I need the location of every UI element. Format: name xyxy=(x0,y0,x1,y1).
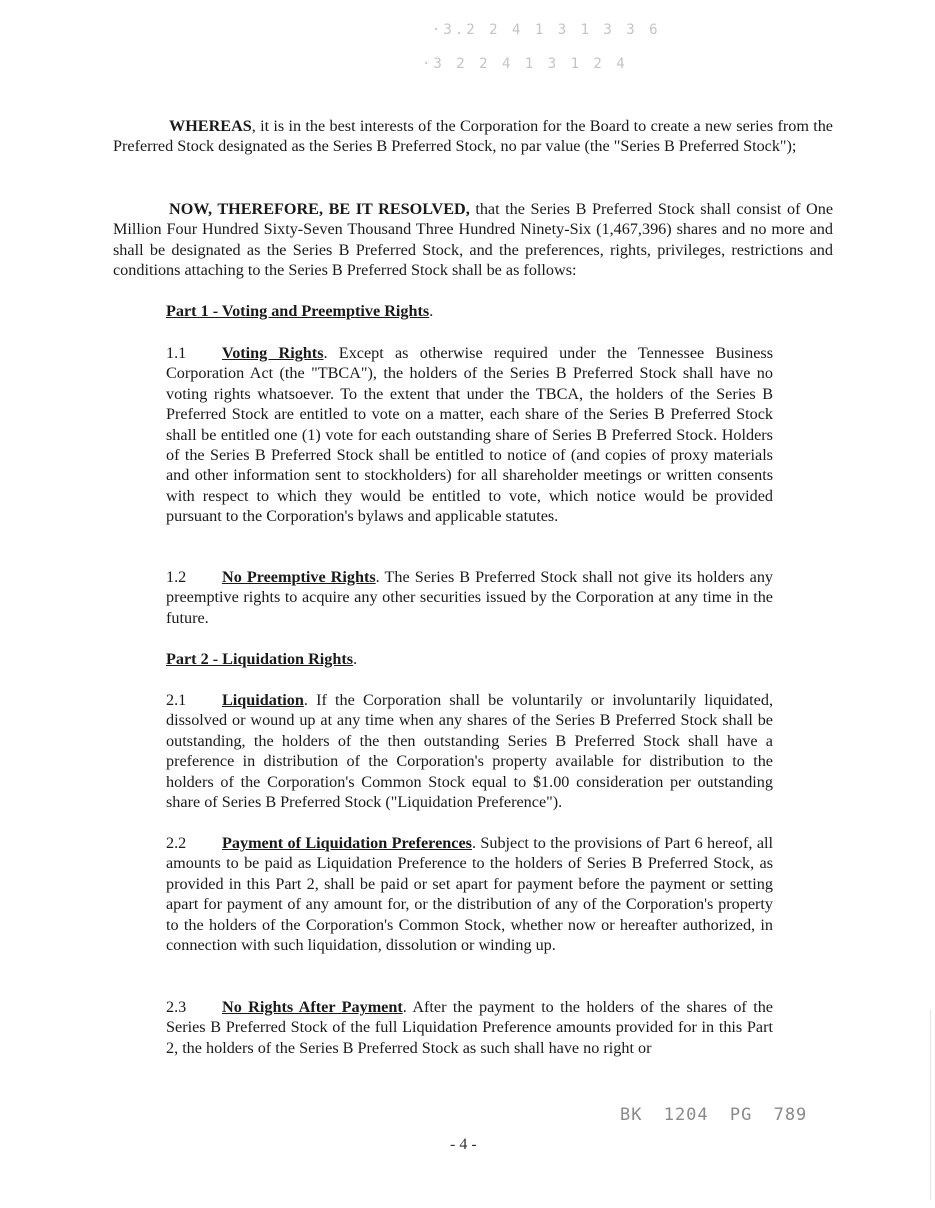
section-2-2 xyxy=(166,833,773,955)
section-text: . Subject to the provisions of Part 6 hereof, all amounts to be paid as Liquidation Preference to the holders of Series B Preferred Stock, as provided in this Part 2, shall be paid or set apart for payment before the payment or setting apart for payment of any amount for, or the distribution of any of the Corporation's property to the holders of the Corporation's Common Stock, whether now or hereafter authorized, in connection with such liquidation, dissolution or winding up. xyxy=(166,834,773,955)
section-text: . The Series B Preferred Stock shall not give its holders any preemptive rights to acquire any other securities issued by the Corporation at any time in the future. xyxy=(166,568,774,627)
section-number: 2.2 xyxy=(166,834,187,852)
section-number: 1.2 xyxy=(166,568,187,586)
whereas-text: , it is in the best interests of the Corporation for the Board to create a new series from the Preferred Stock designated as the Series B Preferred Stock, no par value (the "Series B Preferred Stock"); xyxy=(113,117,833,156)
section-1-1 xyxy=(166,343,773,527)
section-number: 2.1 xyxy=(166,691,187,709)
section-number: 1.1 xyxy=(166,344,187,362)
section-title: Liquidation xyxy=(222,691,304,709)
scan-edge-line xyxy=(930,1010,931,1200)
section-number: 2.3 xyxy=(166,998,187,1016)
part-2-heading: Part 2 - Liquidation Rights. xyxy=(166,650,358,668)
whereas-paragraph xyxy=(113,116,833,157)
section-2-3 xyxy=(166,997,773,1058)
section-2-1 xyxy=(166,690,773,812)
section-title: Payment of Liquidation Preferences xyxy=(222,834,472,852)
resolved-paragraph xyxy=(113,199,833,281)
section-title: Voting Rights xyxy=(222,344,324,362)
section-1-2 xyxy=(166,567,773,628)
resolved-text: that the Series B Preferred Stock shall consist of One Million Four Hundred Sixty-Seven Thousand Three Hundred Ninety-Six (1,467,396) shares and no more and shall be designated as the Series B Preferred Stock, and the preferences, rights, privileges, restrictions and conditions attaching to the Series B Preferred Stock shall be as follows: xyxy=(113,200,834,280)
section-title: No Rights After Payment xyxy=(222,998,403,1016)
section-text: . After the payment to the holders of the shares of the Series B Preferred Stock of the full Liquidation Preference amounts provided for in this Part 2, the holders of the Series B Preferred Stock as such shall have no right or xyxy=(166,998,773,1057)
part-1-heading: Part 1 - Voting and Preemptive Rights. xyxy=(166,302,434,320)
section-text: . If the Corporation shall be voluntarily or involuntarily liquidated, dissolved or wound up at any time when any shares of the Series B Preferred Stock shall be outstanding, the holders of the then outstanding Series B Preferred Stock shall have a preference in distribution of the Corporation's property available for distribution to the holders of the Corporation's Common Stock equal to $1.00 consideration per outstanding share of Series B Preferred Stock ("Liquidation Preference"). xyxy=(166,691,773,812)
whereas-lead: WHEREAS xyxy=(169,117,252,135)
header-stamp: ·3 2 2 4 1 3 1 2 4 xyxy=(422,56,628,72)
header-stamp: ·3.2 2 4 1 3 1 3 3 6 xyxy=(432,22,661,38)
page-number: - 4 - xyxy=(450,1136,477,1153)
book-page-stamp: BK 1204 PG 789 xyxy=(620,1105,808,1125)
resolved-lead: NOW, THEREFORE, BE IT RESOLVED, xyxy=(169,200,470,218)
section-text: . Except as otherwise required under the Tennessee Business Corporation Act (the "TBCA"), the holders of the Series B Preferred Stock shall have no voting rights whatsoever. To the extent that under the TBCA, the holders of the Series B Preferred Stock are entitled to vote on a matter, each share of the Series B Preferred Stock shall be entitled one (1) vote for each outstanding share of Series B Preferred Stock. Holders of the Series B Preferred Stock shall be entitled to notice of (and copies of proxy materials and other information sent to stockholders) for all shareholder meetings or written consents with respect to which they would be entitled to vote, which notice would be provided pursuant to the Corporation's bylaws and applicable statutes. xyxy=(166,344,773,526)
section-title: No Preemptive Rights xyxy=(222,568,376,586)
